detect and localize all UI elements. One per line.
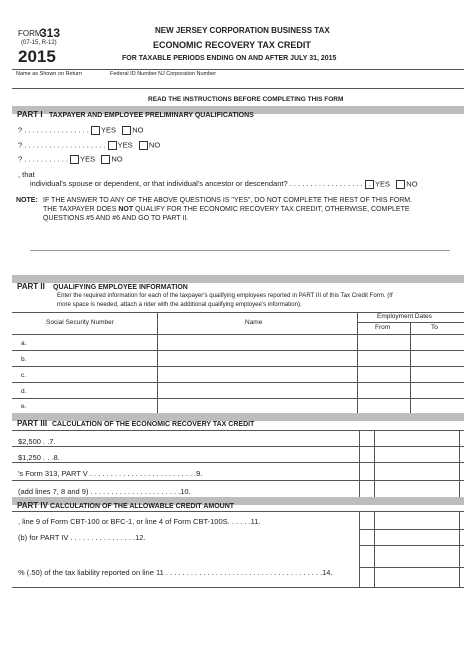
table-row-label: d. (21, 388, 27, 395)
line-11: , line 9 of Form CBT-100 or BFC-1, or line 4 of Form CBT-100S. . . . . .11. (18, 517, 261, 526)
part-2-label: PART II (17, 282, 45, 291)
part-4-label: PART IV (17, 501, 48, 510)
question-1-text: ? . . . . . . . . . . . . . . . . (18, 125, 89, 135)
question-4-no-label: NO (406, 179, 418, 189)
form-year: 2015 (18, 47, 56, 66)
to-column-header: To (431, 324, 438, 331)
part-2-title: QUALIFYING EMPLOYEE INFORMATION (53, 284, 188, 291)
name-field[interactable] (14, 78, 464, 88)
employment-dates-header: Employment Dates (377, 313, 432, 320)
form-label: FORM (18, 29, 42, 38)
note-line-2-end: QUALIFY FOR THE ECONOMIC RECOVERY TAX CREDIT, OTHERWISE, COMPLETE (133, 206, 410, 213)
question-1 (18, 126, 143, 135)
question-2-text: ? . . . . . . . . . . . . . . . . . . . . (18, 140, 106, 150)
part-2-description-2: more space is needed, attach a rider with the additional qualifying employee's information). (57, 301, 302, 308)
question-2-no-checkbox[interactable] (139, 141, 148, 150)
form-revision: (07-15, R-12) (21, 40, 57, 46)
line-7: $2,500 . .7. (18, 437, 56, 446)
question-1-no-label: NO (132, 125, 144, 135)
question-2-yes-checkbox[interactable] (108, 141, 117, 150)
question-1-yes-label: YES (100, 125, 116, 135)
id-row-bottom-rule (12, 88, 464, 89)
question-3-yes-label: YES (80, 154, 96, 164)
question-4-no-checkbox[interactable] (396, 180, 405, 189)
note-not-emphasis: NOT (118, 206, 134, 213)
line-12: (b) for PART IV . . . . . . . . . . . . . . . .12. (18, 533, 146, 542)
question-3-yes-checkbox[interactable] (70, 155, 79, 164)
ssn-column-header: Social Security Number (46, 319, 114, 326)
table-row-label: b. (21, 356, 27, 363)
line-10: (add lines 7, 8 and 9) . . . . . . . . . . . . . . . . . . . . . .10. (18, 487, 191, 496)
question-3 (18, 155, 123, 164)
question-2-yes-label: YES (117, 140, 133, 150)
part-3-bar (12, 413, 464, 421)
line-8: $1,250 . . .8. (18, 453, 60, 462)
note-line-2-start: THE TAXPAYER DOES (43, 206, 119, 213)
part-4-title: CALCULATION OF THE ALLOWABLE CREDIT AMOUNT (50, 503, 235, 510)
question-1-yes-checkbox[interactable] (91, 126, 100, 135)
question-4-answers (365, 180, 418, 189)
question-2 (18, 141, 160, 150)
question-4-line-1: , that (18, 170, 35, 179)
title-line-3: FOR TAXABLE PERIODS ENDING ON AND AFTER JULY 31, 2015 (122, 55, 337, 62)
form-number: 313 (40, 26, 61, 40)
question-3-no-checkbox[interactable] (101, 155, 110, 164)
employee-table (12, 312, 464, 414)
question-3-text: ? . . . . . . . . . . . (18, 154, 69, 164)
id-row-top-rule (12, 69, 464, 70)
table-row-label: a. (21, 340, 27, 347)
table-row-label: e. (21, 403, 27, 410)
note-line-2 (43, 206, 410, 213)
part-1-label: PART I (17, 110, 43, 119)
part-2-description-1: Enter the required information for each of the taxpayer's qualifying employees reported in PART III of this Tax Credit Form. (If (57, 292, 393, 299)
note-line-1: IF THE ANSWER TO ANY OF THE ABOVE QUESTIONS IS "YES", DO NOT COMPLETE THE REST OF THIS FORM. (43, 197, 413, 204)
from-column-header: From (375, 324, 391, 331)
part-3-title: CALCULATION OF THE ECONOMIC RECOVERY TAX CREDIT (52, 421, 255, 428)
question-2-no-label: NO (148, 140, 161, 150)
title-line-2: ECONOMIC RECOVERY TAX CREDIT (153, 40, 311, 50)
table-row-label: c. (21, 372, 27, 379)
note-label: NOTE: (16, 197, 38, 204)
part-1-signature-rule (30, 250, 450, 251)
question-4-yes-checkbox[interactable] (365, 180, 374, 189)
name-label: Name as Shown on Return (16, 71, 83, 77)
question-3-no-label: NO (111, 154, 123, 164)
line-9: 's Form 313, PART V . . . . . . . . . . . . . . . . . . . . . . . . . .9. (18, 469, 203, 478)
question-1-no-checkbox[interactable] (122, 126, 131, 135)
question-4-line-2: individual's spouse or dependent, or that individual's ancestor or descendant? . . . . . . . . . . . . . . . . . . . . (30, 179, 371, 188)
note-line-3: QUESTIONS #5 AND #6 AND GO TO PART II. (43, 215, 189, 222)
instructions-note: READ THE INSTRUCTIONS BEFORE COMPLETING THIS FORM (148, 96, 344, 103)
part-3-label: PART III (17, 419, 48, 428)
federal-id-label: Federal ID Number (110, 71, 157, 77)
question-4-yes-label: YES (375, 179, 391, 189)
nj-corp-number-label: NJ Corporation Number (158, 71, 217, 77)
line-14: % (.50) of the tax liability reported on line 11 . . . . . . . . . . . . . . . . . . . . . . . . . . . . . . . . . . . . . .14. (18, 568, 333, 577)
name-column-header: Name (245, 319, 263, 326)
part-2-bar (12, 275, 464, 283)
title-line-1: NEW JERSEY CORPORATION BUSINESS TAX (155, 26, 330, 35)
part-1-title: TAXPAYER AND EMPLOYEE PRELIMINARY QUALIFICATIONS (49, 112, 254, 119)
